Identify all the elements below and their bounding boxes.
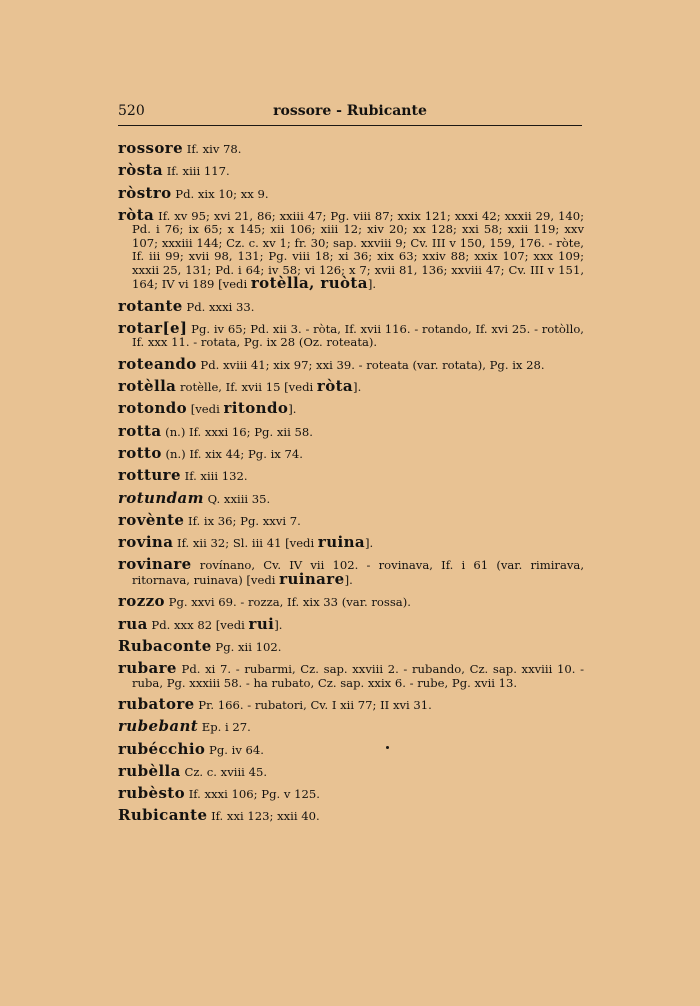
headword: Rubaconte (118, 636, 212, 655)
headword: rossore (118, 139, 184, 157)
dictionary-entry (118, 806, 584, 825)
headword: rubebant (118, 717, 199, 736)
headword: rotèlla (118, 377, 177, 396)
entry-citations: (n.) If. xix 44; Pg. ix 74. (165, 446, 303, 461)
headword: rubèsto (118, 784, 186, 803)
dictionary-entry (118, 466, 584, 485)
entry-tail: ]. (288, 402, 297, 417)
headword: rotondo (118, 399, 188, 418)
dictionary-entry (118, 784, 584, 803)
headword: rua (118, 614, 148, 633)
headword: rovinare (118, 555, 192, 574)
entry-citations: Pd. xix 10; xx 9. (175, 186, 269, 201)
entry-citations: Pg. xii 102. (215, 639, 282, 654)
entry-citations: (n.) If. xxxi 16; Pg. xii 58. (165, 424, 313, 439)
headword: rubécchio (118, 739, 206, 758)
headword: rubatore (118, 694, 195, 713)
cross-reference: rotèlla, ruòta (250, 274, 368, 293)
dictionary-entry (118, 614, 584, 633)
entry-citations: Pg. xxvi 69. - rozza, If. xix 33 (var. rossa). (168, 595, 411, 610)
cross-reference: rui (248, 614, 275, 633)
entry-tail: ]. (367, 277, 377, 292)
cross-reference: ruinare (279, 569, 345, 588)
print-speck (386, 746, 389, 749)
headword: rotante (118, 296, 183, 315)
dictionary-entry (118, 694, 584, 713)
headword: Rubicante (118, 806, 208, 825)
entry-citations: If. ix 36; Pg. xxvi 7. (188, 513, 301, 528)
cross-reference: ròta (316, 377, 354, 396)
dictionary-entry (118, 296, 584, 315)
entry-citations: If. xxxi 106; Pg. v 125. (188, 787, 320, 802)
entry-citations: Pr. 166. - rubatori, Cv. I xii 77; II xvi 31. (198, 697, 432, 712)
headword: rovènte (118, 510, 185, 529)
dictionary-entry (118, 354, 584, 373)
entry-tail: ]. (365, 536, 374, 551)
entry-citations: If. xxi 123; xxii 40. (211, 809, 320, 824)
dictionary-entry (118, 717, 584, 736)
dictionary-entry (118, 592, 584, 611)
dictionary-entry (118, 510, 584, 529)
headword: roteando (118, 354, 197, 373)
entry-citations: Cz. c. xviii 45. (184, 764, 268, 779)
page-number: 520 (118, 103, 145, 119)
running-header (118, 103, 582, 126)
entry-citations: Pd. xi 7. - rubarmi, Cz. sap. xxviii 2. - rubando, Cz. sap. xxviii 10. - ruba, Pg. xxxiii 58. - ha rubato, Cz. sap. xxix 6. - rube, Pg. xvii 13. (132, 662, 584, 690)
dictionary-entry (118, 761, 584, 780)
dictionary-entry (118, 139, 584, 157)
entry-citations: If. xiv 78. (186, 142, 242, 156)
headword: rotta (118, 421, 162, 440)
headword: rubèlla (118, 761, 181, 780)
entry-citations: Ep. i 27. (201, 720, 251, 735)
headword: ròta (118, 205, 155, 224)
dictionary-entry (118, 739, 584, 758)
headword: rubare (118, 659, 177, 678)
dictionary-entries (118, 139, 585, 832)
entry-tail: ]. (344, 572, 353, 587)
entry-citations: If. xiii 132. (184, 469, 248, 484)
entry-citations: If. xii 32; Sl. iii 41 [vedi (177, 536, 315, 551)
entry-citations: Pd. xxx 82 [vedi (151, 617, 245, 632)
dictionary-entry (118, 659, 584, 690)
entry-tail: ]. (353, 380, 362, 395)
dictionary-entry (118, 636, 584, 655)
entry-citations: Pg. iv 65; Pd. xii 3. - ròta, If. xvii 116. - rotando, If. xvi 25. - rotòllo, If. xxx 11. - rotata, Pg. ix 28 (Oz. roteata). (132, 321, 584, 350)
entry-citations: Pg. iv 64. (209, 742, 264, 757)
cross-reference: ruina (317, 533, 366, 552)
headword: rovina (118, 533, 174, 552)
entry-citations: If. xv 95; xvi 21, 86; xxiii 47; Pg. viii 87; xxix 121; xxxi 42; xxxii 29, 140; Pd. i 76; ix 65; x 145; xii 106; xiii 12; xiv 20; xx 128; xxi 58; xxii 119; xxv 107; xxxiii 144; Cz. c. xv 1; fr. 30; sap. xxviii 9; Cv. III v 150, 159, 176. - ròte, If. iii 99; xvii 98, 131; Pg. viii 18; xi 36; xix 63; xxiv 88; xxix 107; xxx 109; xxxii 25, 131; Pd. i 64; iv 58; vi 126; x 7; xvii 81, 136; xxviii 47; Cv. III v 151, 164; IV vi 189 [vedi (132, 208, 584, 292)
entry-citations: rovínano, Cv. IV vii 102. - rovinava, If. i 61 (var. rimirava, ritornava, ruinava) [vedi (132, 558, 585, 587)
headword: rozzo (118, 592, 165, 611)
dictionary-entry (118, 377, 584, 396)
headword: rotture (118, 466, 181, 485)
headword: rotundam (118, 488, 204, 507)
dictionary-entry (118, 161, 584, 180)
dictionary-entry (118, 488, 584, 507)
entry-citations: Pd. xxxi 33. (186, 299, 255, 314)
headword: rotto (118, 443, 162, 462)
headword: rotar[e] (118, 318, 188, 337)
entry-citations: [vedi (190, 402, 220, 417)
cross-reference: ritondo (223, 399, 289, 418)
dictionary-entry (118, 399, 584, 418)
dictionary-entry (118, 318, 584, 350)
headword: ròsta (118, 161, 164, 180)
dictionary-entry (118, 421, 584, 440)
dictionary-entry (118, 183, 584, 202)
dictionary-entry (118, 205, 584, 293)
dictionary-entry (118, 443, 584, 462)
entry-citations: If. xiii 117. (166, 164, 230, 179)
entry-tail: ]. (274, 617, 283, 632)
dictionary-entry (118, 555, 585, 588)
running-title: rossore - Rubicante (273, 103, 427, 119)
dictionary-entry (118, 533, 584, 552)
entry-citations: rotèlle, If. xvii 15 [vedi (179, 380, 314, 395)
entry-citations: Pd. xviii 41; xix 97; xxi 39. - roteata (var. rotata), Pg. ix 28. (200, 357, 545, 372)
headword: ròstro (118, 183, 172, 202)
entry-citations: Q. xxiii 35. (207, 491, 271, 506)
